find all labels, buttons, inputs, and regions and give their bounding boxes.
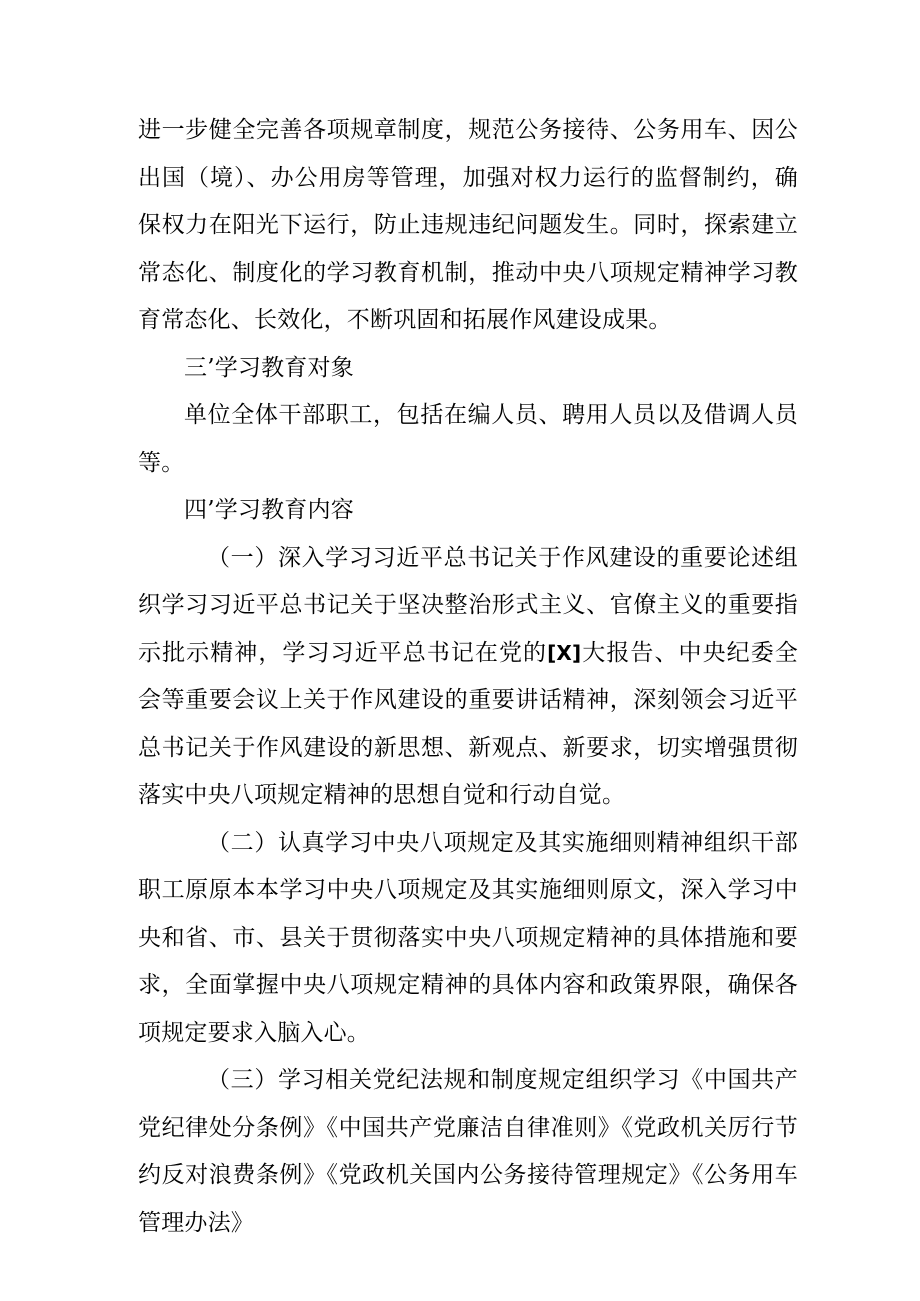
- section-1-text-a: （一）深入学习习近平总书记关于作风建设的重要论述组织学习习近平总书记关于坚决整治形式主义、官僚主义的重要指示批示精神，学习习近平总书记在党的: [138, 544, 798, 666]
- heading-study-content: 四’学习教育内容: [184, 497, 354, 523]
- heading-study-targets: 三’学习教育对象: [184, 354, 354, 381]
- placeholder-mark: [X]: [547, 640, 582, 665]
- section-1-text-b: 大报告、中央纪委全会等重要会议上关于作风建设的重要讲话精神，深刻领会习近平总书记关于作风建设的新思想、新观点、新要求，切实增强贯彻落实中央八项规定精神的思想自觉和行动自觉。: [138, 639, 798, 808]
- paragraph-targets: 单位全体干部职工，包括在编人员、聘用人员以及借调人员等。: [138, 402, 798, 476]
- paragraph-regulations: 进一步健全完善各项规章制度，规范公务接待、公务用车、因公出国（境）、办公用房等管理，加强对权力运行的监督制约，确保权力在阳光下运行，防止违规违纪问题发生。同时，探索建立常态化、制度化的学习教育机制，推动中央八项规定精神学习教育常态化、长效化，不断巩固和拓展作风建设成果。: [138, 117, 798, 333]
- section-2: （二）认真学习中央八项规定及其实施细则精神组织干部职工原原本本学习中央八项规定及其实施细则原文，深入学习中央和省、市、县关于贯彻落实中央八项规定精神的具体措施和要求，全面掌握中央八项规定精神的具体内容和政策界限，确保各项规定要求入脑入心。: [138, 829, 798, 1046]
- document-page: [138, 107, 798, 1247]
- section-3: （三）学习相关党纪法规和制度规定组织学习《中国共产党纪律处分条例》《中国共产党廉洁自律准则》《党政机关厉行节约反对浪费条例》《党政机关国内公务接待管理规定》《公务用车管理办法》: [138, 1067, 798, 1236]
- section-1: [138, 535, 798, 820]
